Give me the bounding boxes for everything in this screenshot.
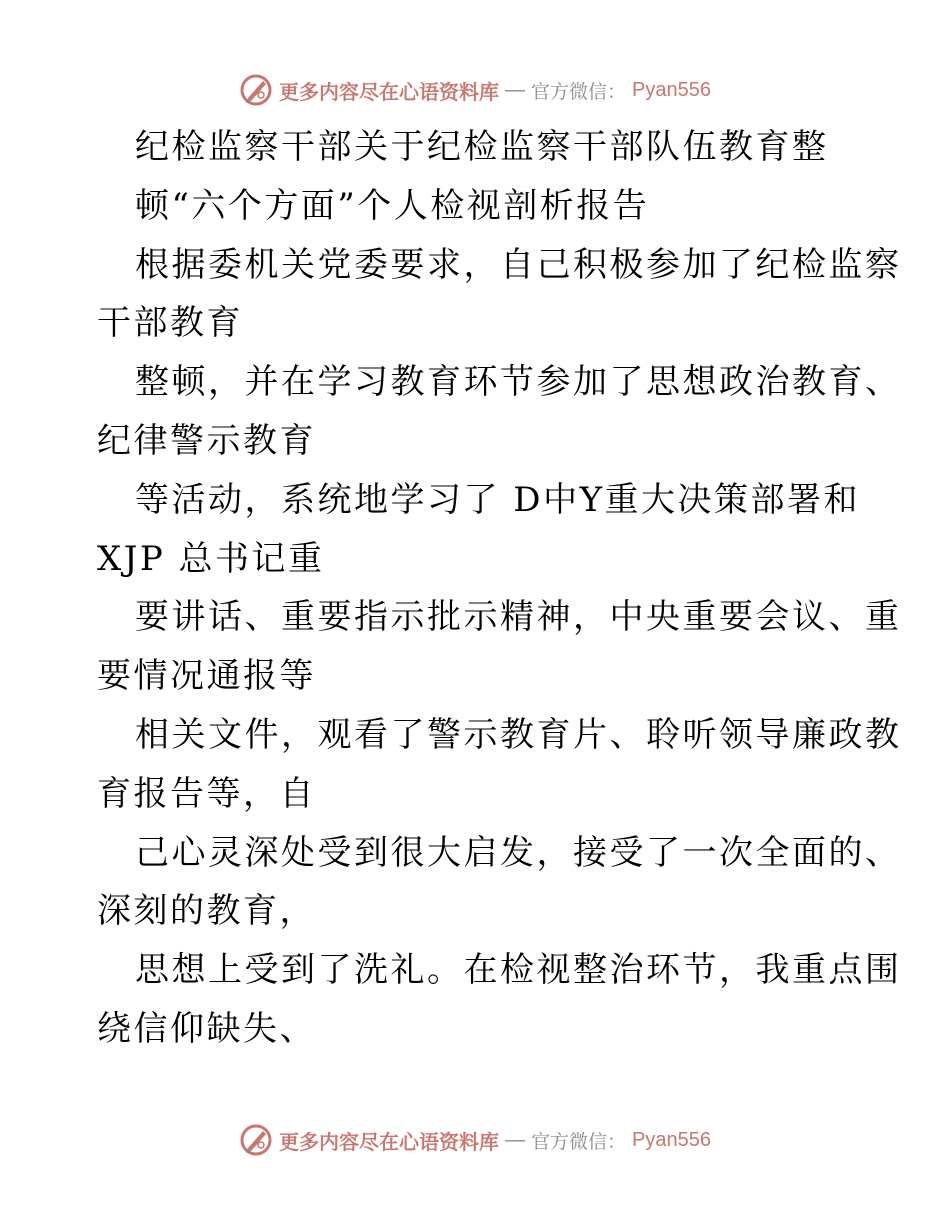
banner-wechat-id: Pyan556 — [632, 78, 711, 101]
paragraph-line: XJP 总书记重 — [97, 538, 325, 579]
paragraph-line: 等活动，系统地学习了 D中Y重大决策部署和 — [135, 479, 861, 520]
paragraph-line: 干部教育 — [97, 303, 243, 344]
paragraph-line: 整顿，并在学习教育环节参加了思想政治教育、 — [135, 362, 902, 403]
paragraph-line: 育报告等，自 — [97, 773, 316, 814]
paragraph-line: 己心灵深处受到很大启发，接受了一次全面的、 — [135, 832, 902, 873]
quill-pen-logo-icon — [239, 73, 273, 107]
paragraph-line: 思想上受到了洗礼。在检视整治环节，我重点围 — [135, 950, 902, 991]
banner-separator: — — [505, 1128, 525, 1151]
paragraph-line: 要讲话、重要指示批示精神，中央重要会议、重 — [135, 597, 902, 638]
banner-title: 更多内容尽在心语资料库 — [279, 1129, 499, 1154]
paragraph-line: 绕信仰缺失、 — [97, 1008, 316, 1049]
banner-separator: — — [505, 78, 525, 101]
banner-wechat-label: 官方微信： — [531, 80, 627, 103]
paragraph-line: 根据委机关党委要求，自己积极参加了纪检监察 — [135, 244, 902, 285]
banner-wechat-label: 官方微信： — [531, 1130, 627, 1153]
document-body — [97, 118, 902, 1059]
quill-pen-logo-icon — [239, 1123, 273, 1157]
banner-title: 更多内容尽在心语资料库 — [279, 79, 499, 104]
paragraph-line: 纪律警示教育 — [97, 420, 316, 461]
paragraph-line: 要情况通报等 — [97, 656, 316, 697]
footer-watermark-banner — [0, 1120, 950, 1160]
banner-wechat-id: Pyan556 — [632, 1128, 711, 1151]
document-title-line-2: 顿“六个方面”个人检视剖析报告 — [135, 185, 650, 226]
paragraph-line: 相关文件，观看了警示教育片、聆听领导廉政教 — [135, 714, 902, 755]
header-watermark-banner — [0, 70, 950, 110]
paragraph-line: 深刻的教育， — [97, 891, 316, 932]
document-title-line-1: 纪检监察干部关于纪检监察干部队伍教育整 — [135, 127, 829, 167]
